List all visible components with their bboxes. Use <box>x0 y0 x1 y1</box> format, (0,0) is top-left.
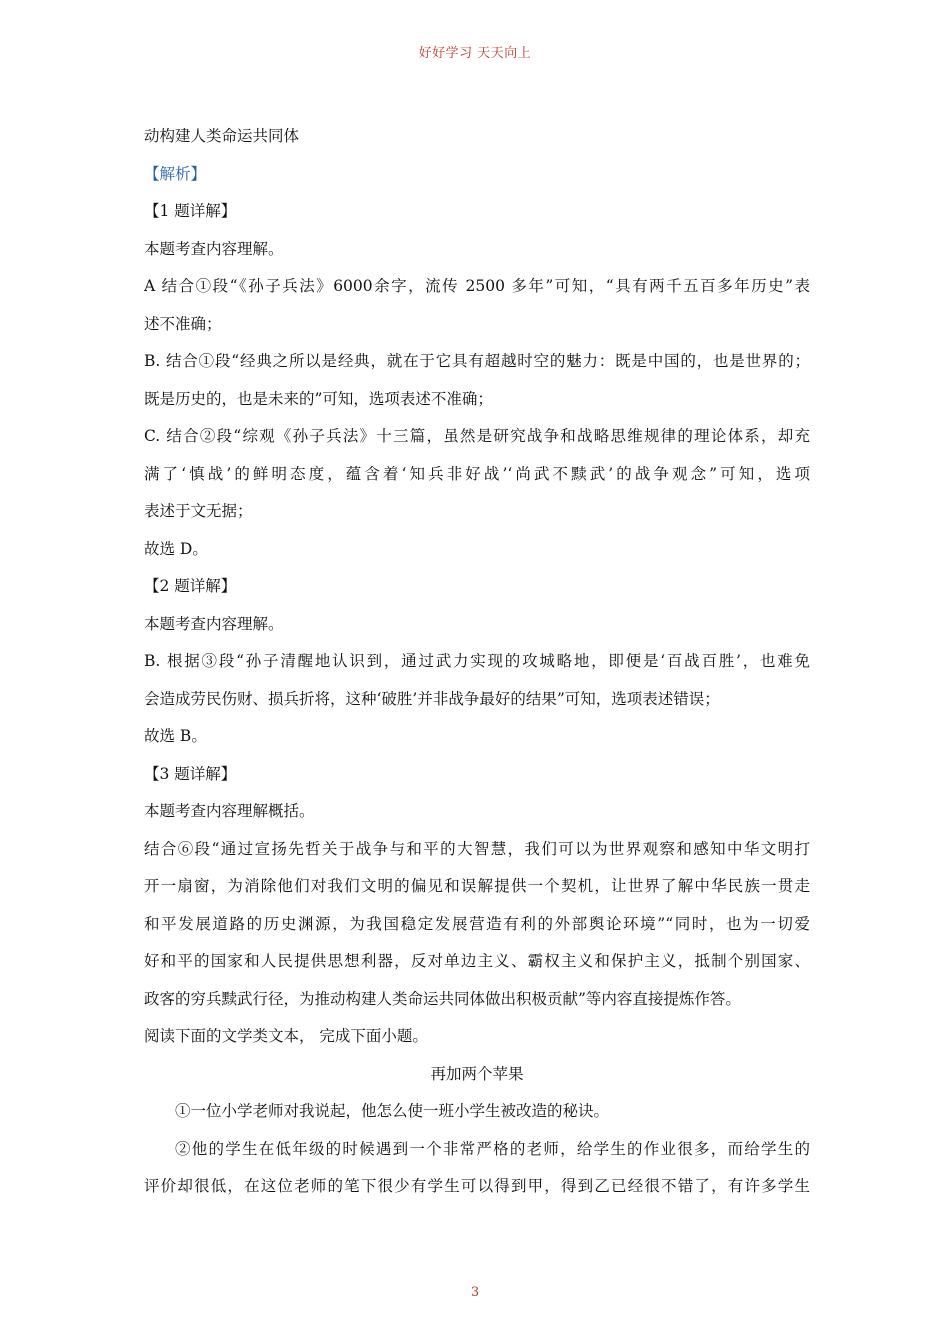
page-header: 好好学习 天天向上 <box>418 46 532 61</box>
text-line: 既是历史的，也是未来的”可知，选项表述不准确； <box>144 389 493 408</box>
text-line: 述不准确； <box>144 314 222 333</box>
text-line: 满了‘慎战’的鲜明态度，蕴含着‘知兵非好战’‘尚武不黩武’的战争观念”可知，选项 <box>144 464 810 483</box>
text-line: 结合⑥段“通过宣扬先哲关于战争与和平的大智慧，我们可以为世界观察和感知中华文明打 <box>144 839 810 858</box>
text-line: A 结合①段“《孙子兵法》6000余字，流传 2500 多年”可知，“具有两千五百多年历史”表 <box>144 277 810 295</box>
text-line: 阅读下面的文学类文本， 完成下面小题。 <box>144 1027 428 1045</box>
text-line: 【2 题详解】 <box>144 577 237 595</box>
text-line: 评价却很低，在这位老师的笔下很少有学生可以得到甲，得到乙已经很不错了，有许多学生 <box>144 1177 810 1195</box>
section-title: 再加两个苹果 <box>430 1064 524 1083</box>
text-line: 本题考查内容理解。 <box>144 239 284 258</box>
text-line: 故选 D。 <box>144 539 208 558</box>
text-line: 表述于文无据； <box>144 502 253 520</box>
text-line: 【1 题详解】 <box>144 202 237 220</box>
text-line: 开一扇窗，为消除他们对我们文明的偏见和误解提供一个契机，让世界了解中华民族一贯走 <box>144 877 810 895</box>
text-line: 本题考查内容理解。 <box>144 614 284 633</box>
text-line: ①一位小学老师对我说起，他怎么使一班小学生被改造的秘诀。 <box>175 1102 610 1120</box>
text-line: B. 根据③段“孙子清醒地认识到，通过武力实现的攻城略地，即便是‘百战百胜’，也难免 <box>144 652 810 670</box>
text-line: 动构建人类命运共同体 <box>144 127 300 145</box>
text-line: 会造成劳民伤财、损兵折将，这种‘破胜’并非战争最好的结果”可知，选项表述错误； <box>144 689 720 708</box>
document-body <box>144 118 810 1206</box>
text-line: 故选 B。 <box>144 727 207 745</box>
text-line: C. 结合②段“综观《孙子兵法》十三篇，虽然是研究战争和战略思维规律的理论体系，却充 <box>144 427 810 445</box>
page-number: 3 <box>470 1285 480 1300</box>
text-line: 【3 题详解】 <box>144 764 237 783</box>
text-line: B. 结合①段“经典之所以是经典，就在于它具有超越时空的魅力：既是中国的，也是世界的； <box>144 352 810 370</box>
text-line: 和平发展道路的历史渊源，为我国稳定发展营造有利的外部舆论环境”“同时，也为一切爱 <box>144 914 810 933</box>
analysis-heading: 【解析】 <box>144 164 207 183</box>
text-line: 政客的穷兵黩武行径，为推动构建人类命运共同体做出积极贡献”等内容直接提炼作答。 <box>144 989 741 1008</box>
text-line: 好和平的国家和人民提供思想利器，反对单边主义、霸权主义和保护主义，抵制个别国家、 <box>144 952 810 970</box>
text-line: ②他的学生在低年级的时候遇到一个非常严格的老师，给学生的作业很多，而给学生的 <box>175 1139 810 1158</box>
text-line: 本题考查内容理解概括。 <box>144 802 315 820</box>
